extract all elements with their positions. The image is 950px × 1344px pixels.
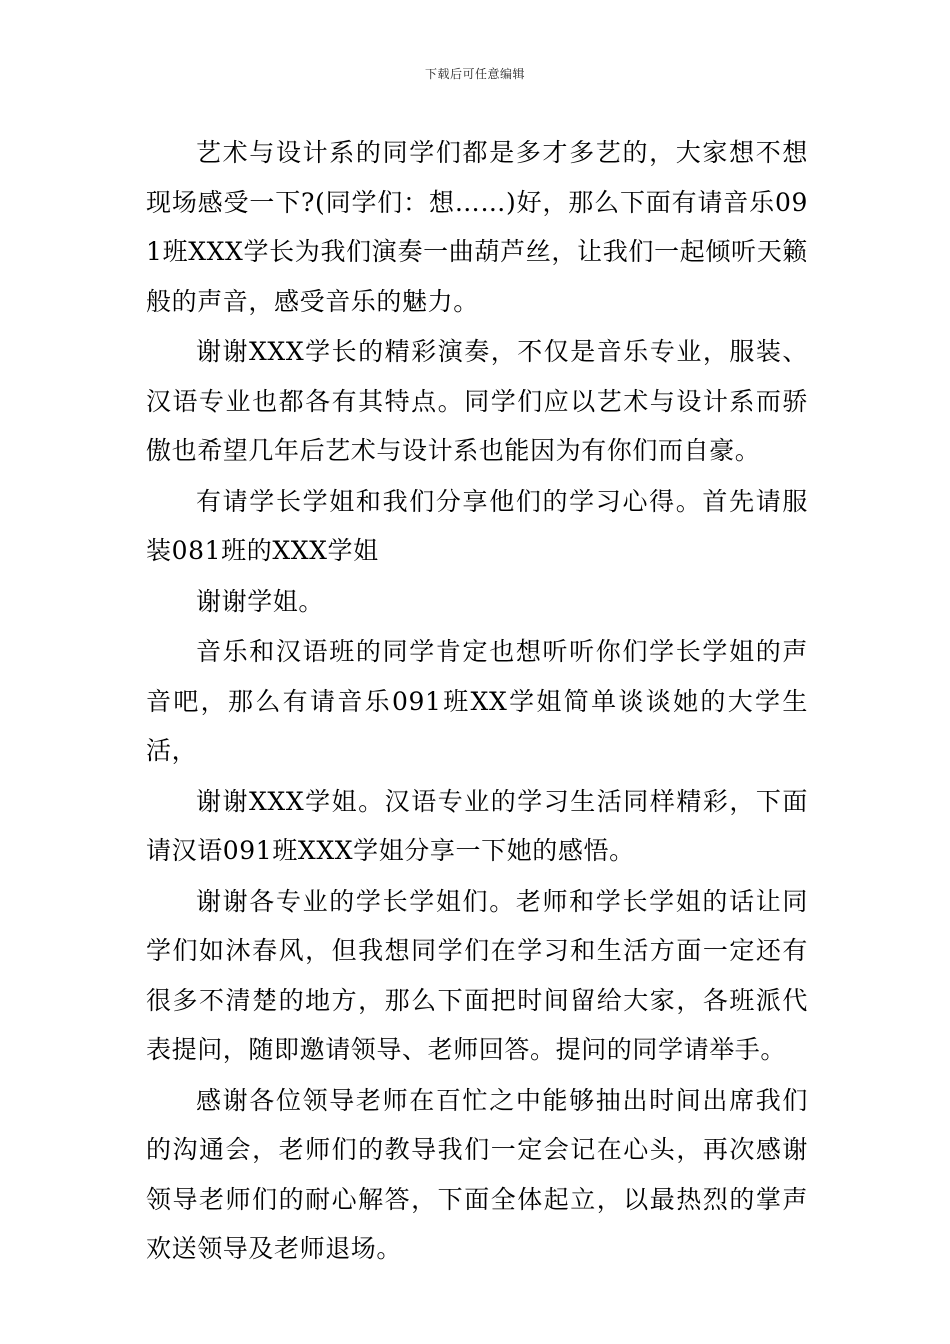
paragraph: 艺术与设计系的同学们都是多才多艺的，大家想不想现场感受一下?(同学们：想……)好，那么下面有请音乐091班XXX学长为我们演奏一曲葫芦丝，让我们一起倾听天籁般的声音，感受音乐的魅力。: [146, 138, 808, 316]
paragraph: 有请学长学姐和我们分享他们的学习心得。首先请服装081班的XXX学姐: [146, 486, 808, 565]
document-body: [146, 128, 808, 1274]
page-header-note: 下载后可任意编辑: [424, 67, 525, 81]
paragraph: 谢谢各专业的学长学姐们。老师和学长学姐的话让同学们如沐春风，但我想同学们在学习和生活方面一定还有很多不清楚的地方，那么下面把时间留给大家，各班派代表提问，随即邀请领导、老师回答。提问的同学请举手。: [146, 886, 808, 1064]
paragraph: 谢谢学姐。: [196, 586, 325, 616]
paragraph: 谢谢XXX学姐。汉语专业的学习生活同样精彩，下面请汉语091班XXX学姐分享一下她的感悟。: [146, 786, 808, 865]
paragraph: 感谢各位领导老师在百忙之中能够抽出时间出席我们的沟通会，老师们的教导我们一定会记在心头，再次感谢领导老师们的耐心解答，下面全体起立，以最热烈的掌声欢送领导及老师退场。: [146, 1085, 808, 1263]
paragraph: 音乐和汉语班的同学肯定也想听听你们学长学姐的声音吧，那么有请音乐091班XX学姐简单谈谈她的大学生活，: [146, 637, 808, 765]
paragraph: 谢谢XXX学长的精彩演奏，不仅是音乐专业，服装、汉语专业也都各有其特点。同学们应以艺术与设计系而骄傲也希望几年后艺术与设计系也能因为有你们而自豪。: [146, 337, 808, 465]
